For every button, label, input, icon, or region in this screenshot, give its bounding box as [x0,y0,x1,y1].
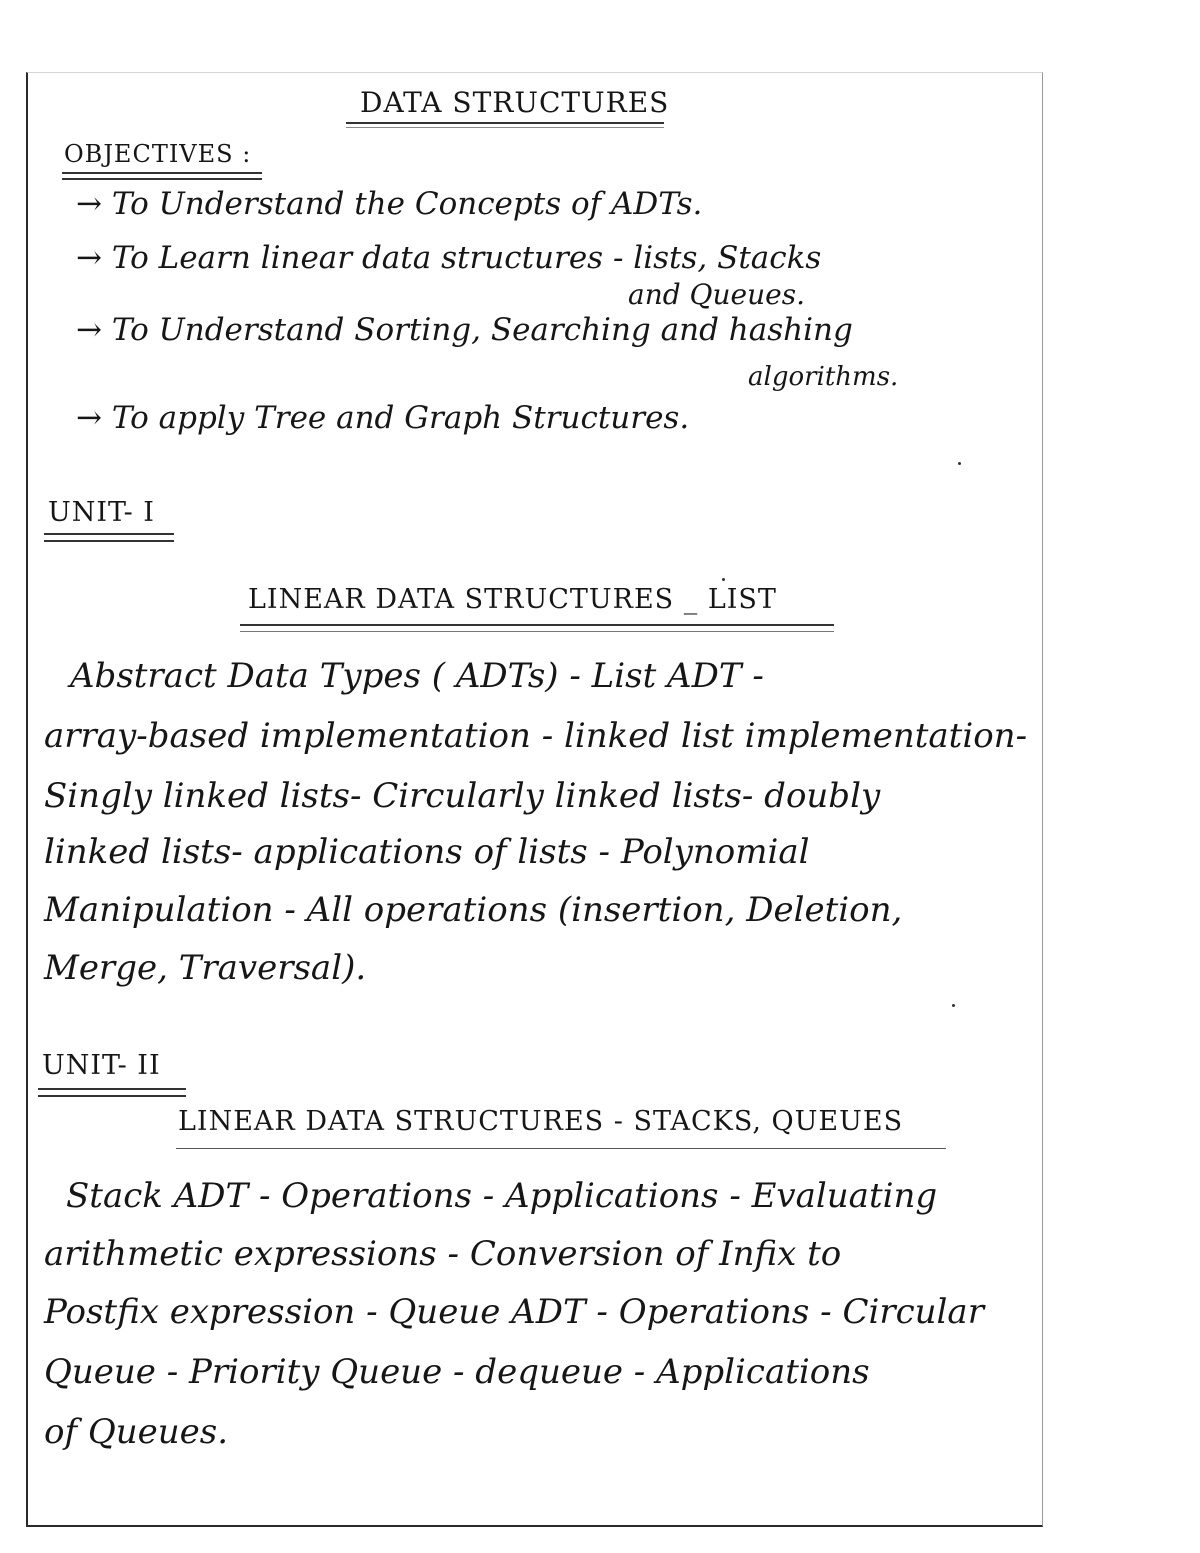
objective-item-continuation: and Queues. [628,278,805,311]
scan-speck [958,462,961,465]
unit-1-line: Abstract Data Types ( ADTs) - List ADT - [70,656,764,696]
objective-item: → To apply Tree and Graph Structures. [76,400,690,436]
unit-1-title-underline [240,624,834,632]
unit-2-line: Postfix expression - Queue ADT - Operations - Circular [44,1292,984,1332]
unit-2-title-underline [176,1148,946,1152]
scan-speck [722,578,725,581]
unit-1-line: Merge, Traversal). [44,948,367,988]
unit-1-line: linked lists- applications of lists - Polynomial [44,832,810,872]
objective-item-continuation: algorithms. [748,362,899,392]
unit-1-line: array-based implementation - linked list implementation- [44,716,1028,756]
objective-item: → To Understand Sorting, Searching and hashing [76,312,853,348]
unit-1-label: UNIT- I [48,497,155,528]
unit-1-title: LINEAR DATA STRUCTURES _ LIST [248,584,777,615]
unit-2-label: UNIT- II [42,1050,161,1081]
unit-2-title: LINEAR DATA STRUCTURES - STACKS, QUEUES [178,1106,904,1137]
scan-speck [952,1004,955,1007]
unit-1-underline [44,533,174,542]
unit-2-line: Stack ADT - Operations - Applications - Evaluating [66,1176,938,1216]
objectives-heading: OBJECTIVES : [64,140,252,168]
objective-item: → To Learn linear data structures - lists, Stacks [76,240,822,276]
unit-1-line: Singly linked lists- Circularly linked lists- doubly [44,776,881,816]
unit-2-underline [38,1088,186,1097]
objective-item: → To Understand the Concepts of ADTs. [76,186,703,222]
title-underline [346,122,664,128]
unit-2-line: of Queues. [44,1412,229,1452]
unit-1-line: Manipulation - All operations (insertion, Deletion, [44,890,903,930]
unit-2-line: arithmetic expressions - Conversion of Infix to [44,1234,842,1274]
unit-2-line: Queue - Priority Queue - dequeue - Applications [44,1352,870,1392]
objectives-underline [62,172,262,180]
document-title: DATA STRUCTURES [360,86,670,119]
